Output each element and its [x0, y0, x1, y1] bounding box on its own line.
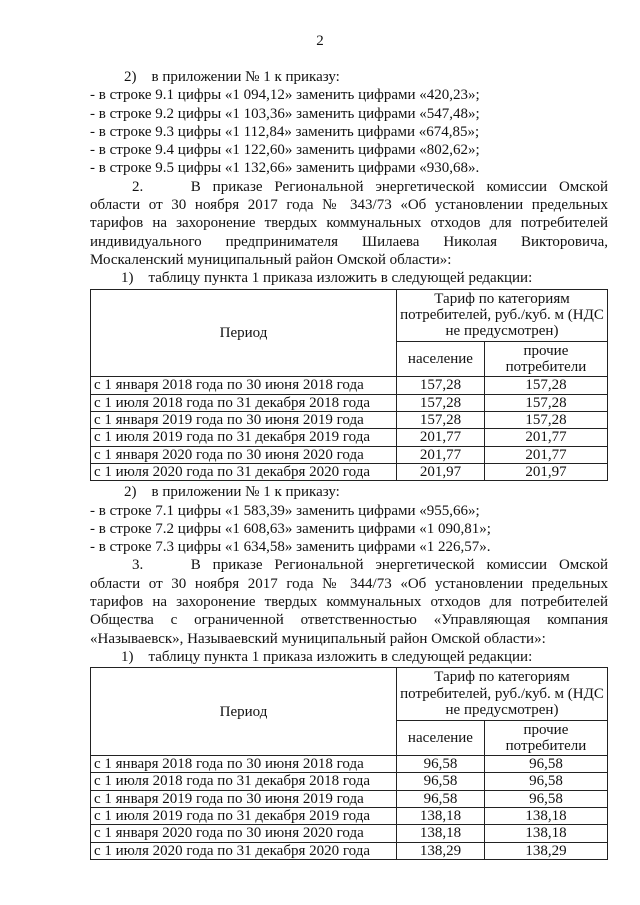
population-header: население — [397, 342, 485, 377]
document-body — [90, 68, 608, 862]
period-cell: с 1 июля 2020 года по 31 декабря 2020 года — [91, 842, 397, 859]
replacement-line: - в строке 9.2 цифры «1 103,36» заменить цифрами «547,48»; — [90, 105, 480, 122]
population-cell: 201,77 — [397, 429, 485, 446]
population-cell: 96,58 — [397, 790, 485, 807]
replacement-line: - в строке 9.1 цифры «1 094,12» заменить цифрами «420,23»; — [90, 87, 480, 104]
other-cell: 157,28 — [484, 377, 607, 394]
section-2-line: 2. В приказе Региональной энергетической комиссии Омской — [132, 178, 608, 195]
other-cell: 96,58 — [484, 773, 607, 790]
other-cell: 96,58 — [484, 756, 607, 773]
table-row — [91, 394, 608, 411]
replacement-line: - в строке 7.1 цифры «1 583,39» заменить цифрами «955,66»; — [90, 502, 480, 519]
table-row — [91, 446, 608, 463]
population-cell: 201,77 — [397, 446, 485, 463]
population-cell: 96,58 — [397, 756, 485, 773]
period-cell: с 1 июля 2018 года по 31 декабря 2018 года — [91, 394, 397, 411]
replacement-line: - в строке 9.3 цифры «1 112,84» заменить цифрами «674,85»; — [90, 123, 480, 140]
section-3-line: Общества с ограниченной ответственностью «Управляющая компания — [90, 612, 608, 629]
period-cell: с 1 января 2018 года по 30 июня 2018 года — [91, 377, 397, 394]
other-consumers-header: прочие потребители — [484, 721, 607, 756]
population-cell: 157,28 — [397, 377, 485, 394]
period-cell: с 1 июля 2018 года по 31 декабря 2018 года — [91, 773, 397, 790]
table-row — [91, 429, 608, 446]
period-cell: с 1 января 2018 года по 30 июня 2018 года — [91, 756, 397, 773]
table-row — [91, 773, 608, 790]
tariff-table-2 — [90, 667, 608, 860]
table-row — [91, 807, 608, 824]
other-cell: 138,18 — [484, 825, 607, 842]
section-2-line: тарифов на захоронение твердых коммунальных отходов для потребителей — [90, 215, 608, 232]
period-cell: с 1 января 2019 года по 30 июня 2019 года — [91, 790, 397, 807]
population-cell: 157,28 — [397, 394, 485, 411]
period-header: Период — [91, 668, 397, 756]
other-cell: 201,77 — [484, 446, 607, 463]
period-cell: с 1 июля 2019 года по 31 декабря 2019 года — [91, 429, 397, 446]
other-cell: 157,28 — [484, 412, 607, 429]
period-cell: с 1 января 2020 года по 30 июня 2020 года — [91, 446, 397, 463]
population-cell: 201,97 — [397, 463, 485, 480]
section-3-line: области от 30 ноября 2017 года № 344/73 «Об установлении предельных — [90, 575, 608, 592]
section-3-line: 3. В приказе Региональной энергетической комиссии Омской — [132, 557, 608, 574]
tariff-header: Тариф по категориям потребителей, руб./куб. м (НДС не предусмотрен) — [397, 668, 608, 721]
section-3-line: «Называевск», Называевский муниципальный район Омской области»: — [90, 630, 546, 647]
other-cell: 157,28 — [484, 394, 607, 411]
population-cell: 138,29 — [397, 842, 485, 859]
page-number: 2 — [316, 33, 324, 49]
replacement-line: - в строке 9.5 цифры «1 132,66» заменить цифрами «930,68». — [90, 160, 480, 177]
other-cell: 96,58 — [484, 790, 607, 807]
period-cell: с 1 июля 2019 года по 31 декабря 2019 года — [91, 807, 397, 824]
period-cell: с 1 июля 2020 года по 31 декабря 2020 года — [91, 463, 397, 480]
table-row — [91, 842, 608, 859]
table-row — [91, 756, 608, 773]
period-cell: с 1 января 2020 года по 30 июня 2020 года — [91, 825, 397, 842]
table-row — [91, 463, 608, 480]
other-cell: 138,18 — [484, 807, 607, 824]
population-cell: 138,18 — [397, 807, 485, 824]
population-cell: 157,28 — [397, 412, 485, 429]
item-2-heading: 2) в приложении № 1 к приказу: — [124, 69, 340, 85]
table-row — [91, 790, 608, 807]
replacement-line: - в строке 7.3 цифры «1 634,58» заменить цифрами «1 226,57». — [90, 539, 491, 556]
table-row — [91, 825, 608, 842]
period-cell: с 1 января 2019 года по 30 июня 2019 года — [91, 412, 397, 429]
tariff-header: Тариф по категориям потребителей, руб./куб. м (НДС не предусмотрен) — [397, 289, 608, 342]
population-cell: 96,58 — [397, 773, 485, 790]
section-2-line: области от 30 ноября 2017 года № 343/73 «Об установлении предельных — [90, 197, 608, 214]
period-header: Период — [91, 289, 397, 377]
population-header: население — [397, 721, 485, 756]
table-row — [91, 377, 608, 394]
item-2-heading: 2) в приложении № 1 к приказу: — [124, 484, 340, 501]
table-row — [91, 412, 608, 429]
other-cell: 138,29 — [484, 842, 607, 859]
item-1-heading: 1) таблицу пункта 1 приказа изложить в следующей редакции: — [121, 270, 533, 287]
other-consumers-header: прочие потребители — [484, 342, 607, 377]
population-cell: 138,18 — [397, 825, 485, 842]
tariff-table-1 — [90, 289, 608, 482]
replacement-line: - в строке 9.4 цифры «1 122,60» заменить цифрами «802,62»; — [90, 142, 480, 159]
item-1-heading: 1) таблицу пункта 1 приказа изложить в следующей редакции: — [121, 648, 533, 665]
section-2-line: индивидуального предпринимателя Шилаева Николая Викторовича, — [90, 233, 608, 250]
replacement-line: - в строке 7.2 цифры «1 608,63» заменить цифрами «1 090,81»; — [90, 520, 491, 537]
section-3-line: тарифов на захоронение твердых коммунальных отходов для потребителей — [90, 594, 608, 611]
section-2-line: Москаленский муниципальный район Омской области»: — [90, 251, 452, 268]
other-cell: 201,97 — [484, 463, 607, 480]
other-cell: 201,77 — [484, 429, 607, 446]
